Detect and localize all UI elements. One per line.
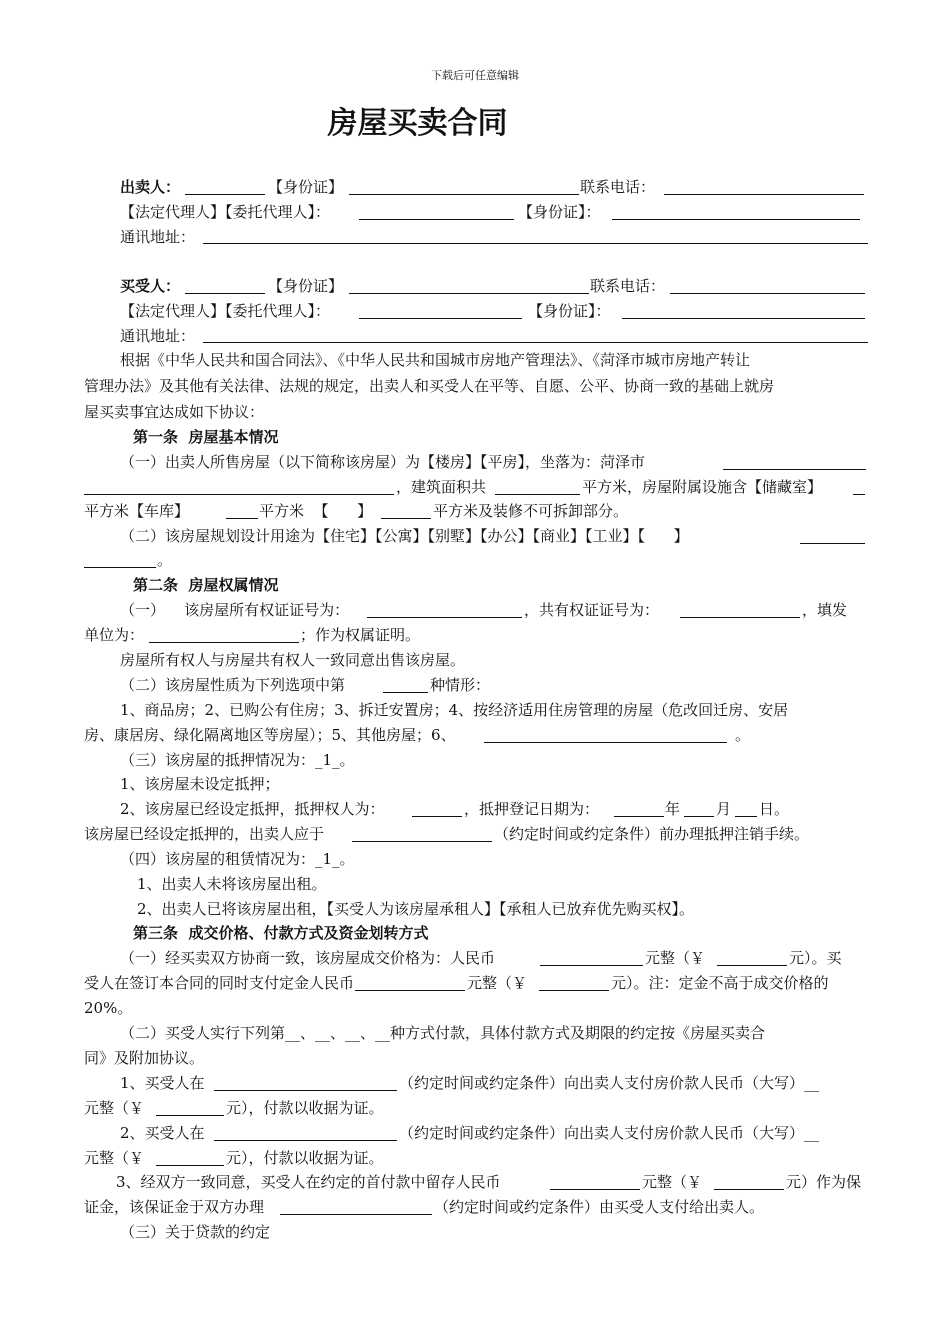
- article2-month: 月: [716, 800, 732, 818]
- pay2-time-blank[interactable]: [214, 1140, 397, 1141]
- article2-options-2: 房、康居房、绿化隔离地区等房屋）；5、其他房屋；6、: [84, 726, 456, 744]
- article2-unit-label: 单位为：: [84, 626, 145, 644]
- buyer-address-label: 通讯地址：: [120, 327, 196, 345]
- article3-pay2-receipt: 元），付款以收据为证。: [226, 1149, 384, 1167]
- article2-proof: ；作为权属证明。: [300, 626, 421, 644]
- article3-retain-label: 3、经双方一致同意，买受人在约定的首付款中留存人民币: [116, 1173, 501, 1191]
- article2-shared-label: ，共有权证证号为：: [524, 601, 660, 619]
- article3-deposit-end: 元）。注：定金不高于成交价格的: [611, 974, 829, 992]
- article2-options-end: 。: [735, 726, 751, 744]
- pay1-amount-blank[interactable]: [156, 1115, 224, 1116]
- deposit-number-blank[interactable]: [539, 990, 609, 991]
- buyer-agent-blank[interactable]: [359, 318, 522, 319]
- article2-mortgage-2: 2、该房屋已经设定抵押，抵押权人为：: [120, 800, 385, 818]
- buyer-agent-id-blank[interactable]: [622, 318, 865, 319]
- deposit-rmb-blank[interactable]: [355, 990, 465, 991]
- mortgage-year-blank[interactable]: [614, 816, 664, 817]
- article1-line-1: （一）出卖人所售房屋（以下简称该房屋）为【楼房】【平房】，坐落为：菏泽市: [120, 453, 646, 471]
- article2-release-label: 该房屋已经设定抵押的，出卖人应于: [84, 825, 325, 843]
- pay1-time-blank[interactable]: [214, 1090, 397, 1091]
- buyer-phone-blank[interactable]: [670, 293, 865, 294]
- article1-area-label: ，建筑面积共: [396, 478, 487, 496]
- other-area-blank[interactable]: [381, 518, 431, 519]
- mortgage-day-blank[interactable]: [735, 816, 757, 817]
- retain-time-blank[interactable]: [280, 1214, 432, 1215]
- pay2-amount-blank[interactable]: [156, 1165, 224, 1166]
- article2-nature-end: 种情形：: [430, 676, 491, 694]
- article1-usage: （二）该房屋规划设计用途为【住宅】【公寓】【别墅】【办公】【商业】【工业】【 】: [120, 527, 689, 545]
- article3-deposit-label: 受人在签订本合同的同时支付定金人民币: [84, 974, 355, 992]
- article3-method: （二）买受人实行下列第__、__、__、__种方式付款，具体付款方式及期限的约定按《房屋买卖合: [120, 1024, 766, 1042]
- article3-pay2-label: 2、买受人在: [120, 1124, 205, 1142]
- article2-consent: 房屋所有权人与房屋共有权人一致同意出售该房屋。: [120, 651, 466, 669]
- buyer-name-blank[interactable]: [185, 293, 265, 294]
- seller-name-blank[interactable]: [185, 194, 265, 195]
- buyer-agent-label: 【法定代理人】【委托代理人】：: [120, 302, 331, 320]
- seller-agent-id-label: 【身份证】：: [518, 203, 601, 221]
- usage-blank-2[interactable]: [84, 567, 156, 568]
- other-type-blank[interactable]: [484, 742, 727, 743]
- article2-release-end: （约定时间或约定条件）前办理抵押注销手续。: [494, 825, 810, 843]
- cert-number-blank[interactable]: [367, 617, 522, 618]
- article2-lease: （四）该房屋的租赁情况为：_1_。: [120, 850, 355, 868]
- seller-address-label: 通讯地址：: [120, 228, 196, 246]
- article3-deposit-yuan: 元整（￥: [467, 974, 528, 992]
- retain-number-blank[interactable]: [714, 1189, 784, 1190]
- mortgagee-blank[interactable]: [412, 816, 462, 817]
- seller-label: 出卖人：: [120, 178, 181, 196]
- buyer-id-blank[interactable]: [349, 293, 589, 294]
- storage-blank[interactable]: [853, 494, 865, 495]
- seller-phone-blank[interactable]: [664, 194, 864, 195]
- area-blank[interactable]: [495, 494, 580, 495]
- article1-heading: 第一条 房屋基本情况: [133, 428, 279, 446]
- buyer-agent-id-label: 【身份证】：: [528, 302, 611, 320]
- article3-price-end: 元）。买: [789, 949, 842, 967]
- article3-retain-end: 元）作为保: [786, 1173, 862, 1191]
- article2-lease-1: 1、出卖人未将该房屋出租。: [137, 875, 327, 893]
- article2-mortgage: （三）该房屋的抵押情况为：_1_。: [120, 751, 355, 769]
- price-rmb-blank[interactable]: [540, 965, 643, 966]
- header-note: 下载后可任意编辑: [431, 69, 519, 82]
- seller-agent-blank[interactable]: [359, 219, 514, 220]
- retain-rmb-blank[interactable]: [550, 1189, 640, 1190]
- article3-retain-yuan: 元整（￥: [642, 1173, 703, 1191]
- garage-blank[interactable]: [226, 518, 258, 519]
- article2-mortgage-1: 1、该房屋未设定抵押；: [120, 775, 280, 793]
- article3-percent: 20%。: [84, 999, 133, 1017]
- article1-storage-label: 平方米，房屋附属设施含【储藏室】: [582, 478, 823, 496]
- intro-line-1: 根据《中华人民共和国合同法》、《中华人民共和国城市房地产管理法》、《菏泽市城市房地产转让: [120, 351, 751, 369]
- seller-id-label: 【身份证】: [268, 178, 344, 196]
- article3-pay1-label: 1、买受人在: [120, 1074, 205, 1092]
- article1-garage-label: 平方米【车库】: [84, 502, 190, 520]
- intro-line-2: 管理办法》及其他有关法律、法规的规定，出卖人和买受人在平等、自愿、公平、协商一致的基础上就房: [84, 377, 775, 395]
- article3-heading: 第三条 成交价格、付款方式及资金划转方式: [133, 924, 429, 942]
- seller-id-blank[interactable]: [349, 194, 579, 195]
- article2-cert-label: （一） 该房屋所有权证证号为：: [120, 601, 350, 619]
- article3-loan: （三）关于贷款的约定: [120, 1223, 271, 1241]
- buyer-label: 买受人：: [120, 277, 181, 295]
- article2-issuer-label: ，填发: [802, 601, 848, 619]
- usage-blank[interactable]: [800, 543, 865, 544]
- article2-day: 日。: [759, 800, 790, 818]
- buyer-address-blank[interactable]: [203, 342, 868, 343]
- article2-nature-label: （二）该房屋性质为下列选项中第: [120, 676, 346, 694]
- location-blank-2[interactable]: [84, 494, 394, 495]
- article2-lease-2: 2、出卖人已将该房屋出租，【买受人为该房屋承租人】【承租人已放弃优先购买权】。: [137, 900, 695, 918]
- article2-mortgage-date: ，抵押登记日期为：: [464, 800, 600, 818]
- shared-cert-blank[interactable]: [680, 617, 800, 618]
- article1-other-label: 平方米 【 】: [259, 502, 373, 520]
- article3-pay1-receipt: 元），付款以收据为证。: [226, 1099, 384, 1117]
- article3-retain-2: 证金，该保证金于双方办理: [84, 1198, 265, 1216]
- article3-price-label: （一）经买卖双方协商一致，该房屋成交价格为：人民币: [120, 949, 496, 967]
- seller-address-blank[interactable]: [203, 243, 868, 244]
- article1-decoration: 平方米及装修不可拆卸部分。: [433, 502, 629, 520]
- price-number-blank[interactable]: [717, 965, 787, 966]
- article3-price-yuan: 元整（￥: [645, 949, 706, 967]
- article3-pay1-end: （约定时间或约定条件）向出卖人支付房价款人民币（大写）__: [399, 1074, 820, 1092]
- article3-retain-2-end: （约定时间或约定条件）由买受人支付给出卖人。: [434, 1198, 765, 1216]
- intro-line-3: 屋买卖事宜达成如下协议：: [84, 403, 265, 421]
- issuer-blank[interactable]: [149, 642, 299, 643]
- article3-pay2-end: （约定时间或约定条件）向出卖人支付房价款人民币（大写）__: [399, 1124, 820, 1142]
- mortgage-month-blank[interactable]: [684, 816, 714, 817]
- article3-pay1-yuan: 元整（￥: [84, 1099, 145, 1117]
- page-title: 房屋买卖合同: [327, 106, 508, 141]
- article2-options-1: 1、商品房；2、已购公有住房；3、拆迁安置房；4、按经济适用住房管理的房屋（危改回迁房、安居: [120, 701, 789, 719]
- seller-phone-label: 联系电话：: [580, 178, 656, 196]
- buyer-phone-label: 联系电话：: [590, 277, 666, 295]
- article2-year: 年: [665, 800, 681, 818]
- article1-end: 。: [157, 551, 173, 569]
- nature-blank[interactable]: [383, 692, 428, 693]
- seller-agent-label: 【法定代理人】【委托代理人】：: [120, 203, 331, 221]
- location-blank[interactable]: [723, 469, 866, 470]
- article3-method-2: 同》及附加协议。: [84, 1049, 205, 1067]
- release-time-blank[interactable]: [352, 841, 492, 842]
- article2-heading: 第二条 房屋权属情况: [133, 576, 279, 594]
- article3-pay2-yuan: 元整（￥: [84, 1149, 145, 1167]
- seller-agent-id-blank[interactable]: [612, 219, 860, 220]
- buyer-id-label: 【身份证】: [268, 277, 344, 295]
